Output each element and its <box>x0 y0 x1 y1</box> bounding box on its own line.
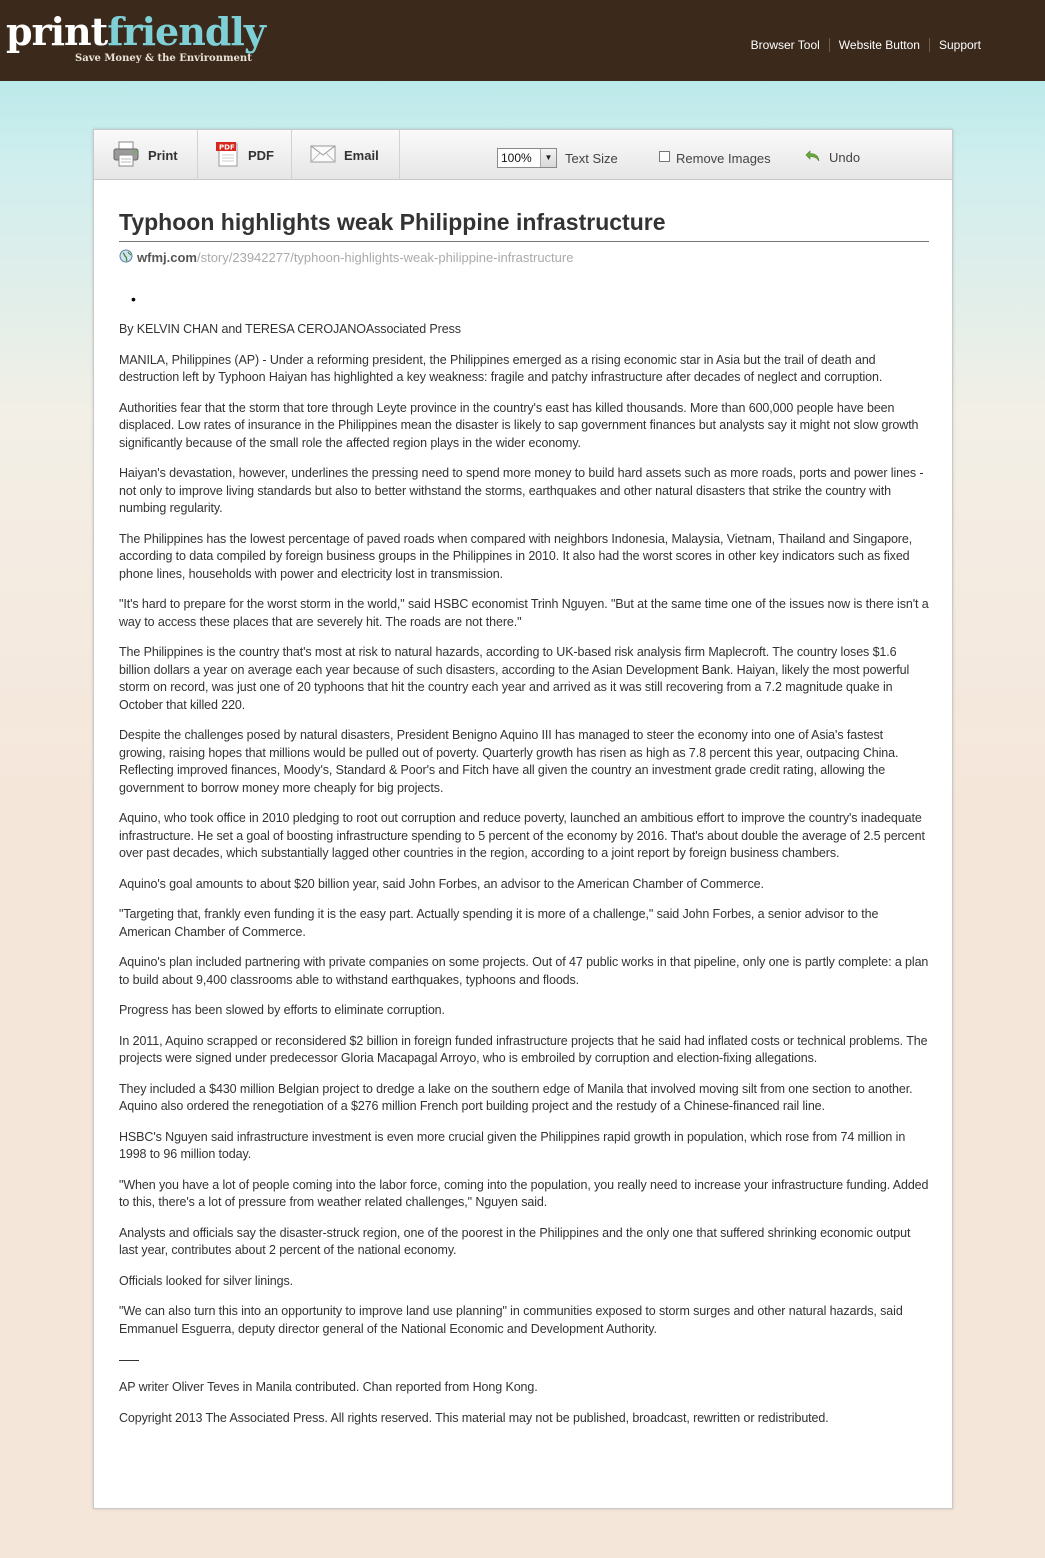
print-preview-container <box>93 129 953 1509</box>
toolbar <box>94 130 952 180</box>
undo-button[interactable] <box>805 149 860 166</box>
paragraph: "When you have a lot of people coming into the labor force, coming into the population, you really need to increase your infrastructure funding. Added to this, there's a lot of pressure from weather related challenges," Nguyen said. <box>119 1177 929 1209</box>
paragraph: "We can also turn this into an opportunity to improve land use planning" in communities exposed to storm surges and other natural hazards, said Emmanuel Esguerra, deputy director general of the National Economic and Development Authority. <box>119 1304 903 1336</box>
article-title: Typhoon highlights weak Philippine infrastructure <box>119 208 929 242</box>
article-body <box>119 321 929 1427</box>
top-nav <box>742 38 990 52</box>
source-domain[interactable]: wfmj.com <box>137 250 197 265</box>
paragraph: HSBC's Nguyen said infrastructure investment is even more crucial given the Philippines rapid growth in population, which rose from 74 million in 1998 to 96 million today. <box>119 1129 906 1161</box>
printer-icon <box>112 141 140 170</box>
paragraph: Progress has been slowed by efforts to eliminate corruption. <box>119 1003 445 1017</box>
source-path[interactable]: /story/23942277/typhoon-highlights-weak-philippine-infrastructure <box>196 250 574 265</box>
paragraph: Aquino's plan included partnering with private companies on some projects. Out of 47 public works in that pipeline, only one is partly complete: a plan to build about 9,400 classrooms able to withstand earthquakes, typhoons and floods. <box>119 955 929 987</box>
pdf-label: PDF <box>248 147 274 163</box>
paragraph: Officials looked for silver linings. <box>119 1273 294 1288</box>
printfriendly-logo[interactable]: printfriendly <box>6 9 265 54</box>
paragraph: Haiyan's devastation, however, underlines the pressing need to spend more money to build hard assets such as more roads, ports and power lines - not only to improve living standards but also to better withstand the storms, earthquakes and other natural disasters that strike the country with numbing regularity. <box>119 466 924 515</box>
paragraph: The Philippines has the lowest percentage of paved roads when compared with neighbors Indonesia, Malaysia, Vietnam, Thailand and Singapore, according to data compiled by foreign business groups in the Philippines in 2010. It also had the worst scores in other key indicators such as fixed phone lines, households with power and electricity lost in transmission. <box>119 531 913 581</box>
nav-website-button[interactable]: Website Button <box>829 38 929 52</box>
paragraph: In 2011, Aquino scrapped or reconsidered $2 billion in foreign funded infrastructure projects that he said had inflated costs or technical problems. The projects were signed under predecessor Gloria Macapagal Arroyo, who is embroiled by corruption and election-fixing allegations. <box>119 1033 928 1065</box>
print-button[interactable] <box>94 130 198 180</box>
logo-tagline: Save Money & the Environment <box>75 53 252 64</box>
print-label: Print <box>148 147 178 163</box>
paragraph: They included a $430 million Belgian project to dredge a lake on the southern edge of Manila that involved moving silt from one section to another. Aquino also ordered the renegotiation of a $276 million French port building project and the restudy of a Chinese-financed rail line. <box>119 1081 913 1113</box>
byline: By KELVIN CHAN and TERESA CEROJANOAssociated Press <box>119 322 461 336</box>
text-size-label: Text Size <box>565 151 618 166</box>
undo-icon <box>805 149 821 166</box>
pdf-button[interactable] <box>198 130 292 180</box>
empty-list-bullet: • <box>131 291 136 307</box>
svg-text:PDF: PDF <box>219 143 235 151</box>
article <box>119 208 929 1440</box>
paragraph: MANILA, Philippines (AP) - Under a reforming president, the Philippines emerged as a rising economic star in Asia but the trail of death and destruction left by Typhoon Haiyan has highlighted a key weakness: fragile and patchy infrastructure after decades of neglect and corruption. <box>119 352 883 384</box>
paragraph: Aquino's goal amounts to about $20 billion year, said John Forbes, an advisor to the American Chamber of Commerce. <box>119 876 764 891</box>
email-button[interactable] <box>292 130 400 180</box>
paragraph: "It's hard to prepare for the worst storm in the world," said HSBC economist Trinh Nguyen. "But at the same time one of the issues now is there isn't a way to access these places that are severely hit. The roads are not there." <box>119 597 929 629</box>
email-label: Email <box>344 147 379 163</box>
copyright-notice: Copyright 2013 The Associated Press. All rights reserved. This material may not be published, broadcast, rewritten or redistributed. <box>119 1410 829 1425</box>
paragraph: Aquino, who took office in 2010 pledging to root out corruption and reduce poverty, launched an ambitious effort to improve the country's inadequate infrastructure. He set a goal of boosting infrastructure spending to 5 percent of the economy by 2016. That's about double the average of 2.5 percent over past decades, which substantially lagged other countries in the region, according to a joint report by foreign business chambers. <box>119 811 925 860</box>
envelope-icon <box>310 145 336 166</box>
paragraph: Analysts and officials say the disaster-struck region, one of the poorest in the Philippines and the only one that suffered shrinking economic output last year, contributes about 2 percent of the national economy. <box>119 1225 911 1257</box>
text-size-select[interactable]: 100% ▼ <box>497 148 557 168</box>
contributor-note: AP writer Oliver Teves in Manila contributed. Chan reported from Hong Kong. <box>119 1380 538 1394</box>
paragraph: Despite the challenges posed by natural disasters, President Benigno Aquino III has managed to steer the economy into one of Asia's fastest growing, raising hopes that millions would be pulled out of poverty. Quarterly growth has risen as high as 7.8 percent this year, outpacing China. Reflecting improved finances, Moody's, Standard & Poor's and Fitch have all given the country an investment grade credit rating, allowing the government to borrow money more cheaply for big projects. <box>119 728 899 795</box>
pdf-icon <box>216 141 240 170</box>
paragraph: Authorities fear that the storm that tore through Leyte province in the country's east has killed thousands. More than 600,000 people have been displaced. Low rates of insurance in the Philippines mean the disaster is likely to sap government finances but analysts say it might not slow growth significantly because of the small role the affected region plays in the wider economy. <box>119 400 919 450</box>
separator-rule <box>119 1360 139 1361</box>
remove-images-label[interactable]: Remove Images <box>676 151 771 166</box>
undo-label: Undo <box>829 150 861 165</box>
paragraph: "Targeting that, frankly even funding it is the easy part. Actually spending it is more of a challenge," said John Forbes, a senior advisor to the American Chamber of Commerce. <box>119 907 879 939</box>
globe-icon <box>119 249 133 266</box>
site-header <box>0 0 1045 81</box>
chevron-down-icon: ▼ <box>540 149 556 167</box>
paragraph: The Philippines is the country that's most at risk to natural hazards, according to UK-based risk analysis firm Maplecroft. The country loses $1.6 billion dollars a year on average each year because of such disasters, according to the Asian Development Bank. Haiyan, likely the most powerful storm on record, was just one of 20 typhoons that hit the country each year and arrived as it was still recovering from a 7.2 magnitude quake in October that killed 220. <box>119 645 910 712</box>
source-url <box>119 249 929 266</box>
remove-images-checkbox[interactable] <box>659 151 670 162</box>
nav-browser-tool[interactable]: Browser Tool <box>750 38 820 52</box>
nav-support[interactable]: Support <box>929 38 990 52</box>
